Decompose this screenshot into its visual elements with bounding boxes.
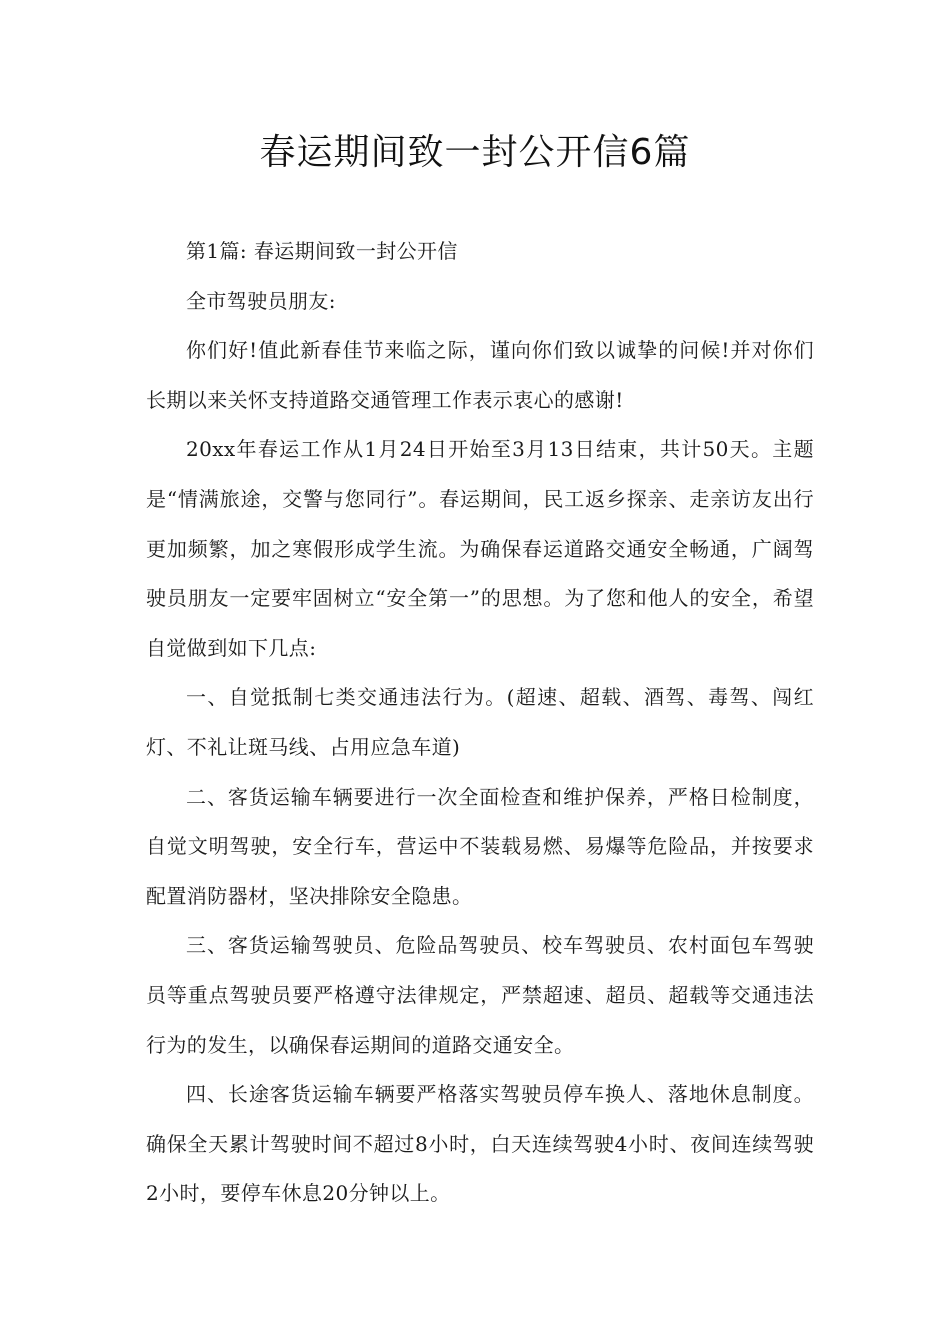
paragraph-point-1: 一、自觉抵制七类交通违法行为。(超速、超载、酒驾、毒驾、闯红灯、不礼让斑马线、占用应急车道) (146, 685, 814, 759)
document-title: 春运期间致一封公开信6篇 (259, 132, 691, 173)
document-body (146, 227, 814, 1219)
paragraph-overview: 20xx年春运工作从1月24日开始至3月13日结束，共计50天。主题是“情满旅途，交警与您同行”。春运期间，民工返乡探亲、走亲访友出行更加频繁，加之寒假形成学生流。为确保春运道路交通安全畅通，广阔驾驶员朋友一定要牢固树立“安全第一”的思想。为了您和他人的安全，希望自觉做到如下几点: (146, 437, 814, 660)
paragraph-point-4: 四、长途客货运输车辆要严格落实驾驶员停车换人、落地休息制度。确保全天累计驾驶时间不超过8小时，白天连续驾驶4小时、夜间连续驾驶2小时，要停车休息20分钟以上。 (146, 1082, 814, 1206)
paragraph-salutation: 全市驾驶员朋友: (186, 288, 336, 313)
paragraph-point-3: 三、客货运输驾驶员、危险品驾驶员、校车驾驶员、农村面包车驾驶员等重点驾驶员要严格遵守法律规定，严禁超速、超员、超载等交通违法行为的发生，以确保春运期间的道路交通安全。 (146, 933, 814, 1057)
paragraph-greeting: 你们好!值此新春佳节来临之际，谨向你们致以诚挚的问候!并对你们长期以来关怀支持道路交通管理工作表示衷心的感谢! (146, 338, 814, 412)
paragraph-point-2: 二、客货运输车辆要进行一次全面检查和维护保养，严格日检制度，自觉文明驾驶，安全行车，营运中不装载易燃、易爆等危险品，并按要求配置消防器材，坚决排除安全隐患。 (146, 784, 814, 908)
paragraph-heading: 第1篇: 春运期间致一封公开信 (186, 239, 458, 263)
